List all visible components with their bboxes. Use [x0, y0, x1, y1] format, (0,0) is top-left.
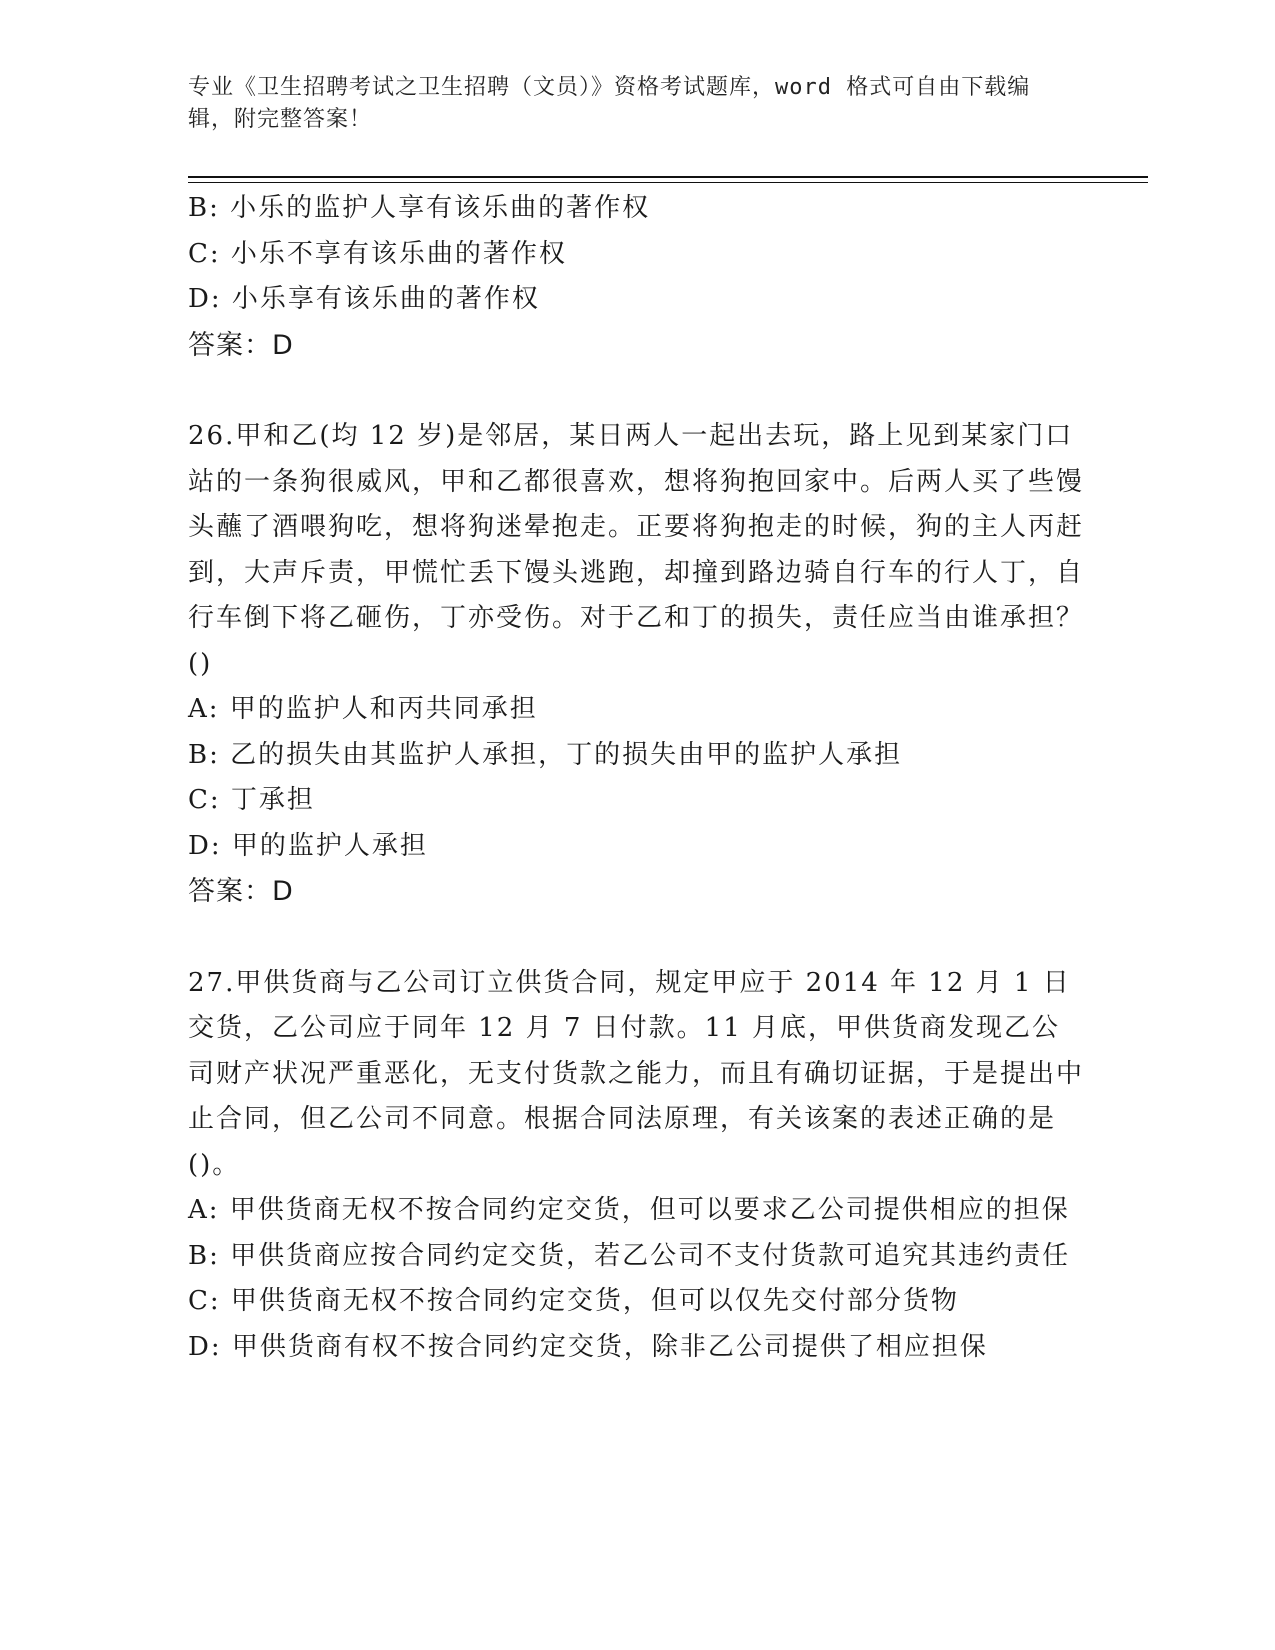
question-26 [188, 414, 1088, 915]
option-c: C: 丁承担 [188, 785, 315, 815]
option-c: C: 小乐不享有该乐曲的著作权 [188, 238, 567, 269]
question-stem: 27.甲供货商与乙公司订立供货合同，规定甲应于 2014 年 12 月 1 日交货，乙公司应于同年 12 月 7 日付款。11 月底，甲供货商发现乙公司财产状况严重恶化，无支付货款之能力，而且有确切证据，于是提出中止合同，但乙公司不同意。根据合同法原理，有关该案的表述正确的是()。 [188, 967, 1085, 1180]
header-text: 专业《卫生招聘考试之卫生招聘（文员）》资格考试题库，word 格式可自由下载编辑，附完整答案！ [188, 75, 1031, 132]
option-d: D: 甲的监护人承担 [188, 830, 428, 861]
option-d: D: 小乐享有该乐曲的著作权 [188, 284, 540, 314]
option-d: D: 甲供货商有权不按合同约定交货，除非乙公司提供了相应担保 [188, 1331, 988, 1362]
option-b: B: 甲供货商应按合同约定交货，若乙公司不支付货款可追究其违约责任 [188, 1240, 1071, 1271]
spacer [188, 915, 1088, 961]
question-stem: 26.甲和乙(均 12 岁)是邻居，某日两人一起出去玩，路上见到某家门口站的一条狗很威风，甲和乙都很喜欢，想将狗抱回家中。后两人买了些馒头蘸了酒喂狗吃，想将狗迷晕抱走。正要将狗抱走的时候，狗的主人丙赶到，大声斥责，甲慌忙丢下馒头逃跑，却撞到路边骑自行车的行人丁，自行车倒下将乙砸伤，丁亦受伤。对于乙和丁的损失，责任应当由谁承担？() [188, 421, 1085, 679]
question-25-continued [188, 186, 1088, 368]
option-b: B: 小乐的监护人享有该乐曲的著作权 [188, 193, 651, 223]
answer: 答案：D [188, 329, 294, 361]
header-divider-thin [188, 182, 1148, 183]
answer: 答案：D [188, 876, 294, 907]
page-header [188, 72, 1068, 136]
option-a: A: 甲供货商无权不按合同约定交货，但可以要求乙公司提供相应的担保 [188, 1195, 1070, 1225]
spacer [188, 368, 1088, 414]
header-divider [188, 176, 1148, 178]
question-27 [188, 961, 1088, 1371]
option-b: B: 乙的损失由其监护人承担，丁的损失由甲的监护人承担 [188, 739, 903, 770]
option-c: C: 甲供货商无权不按合同约定交货，但可以仅先交付部分货物 [188, 1286, 959, 1316]
option-a: A: 甲的监护人和丙共同承担 [188, 694, 538, 724]
document-body [188, 186, 1088, 1370]
